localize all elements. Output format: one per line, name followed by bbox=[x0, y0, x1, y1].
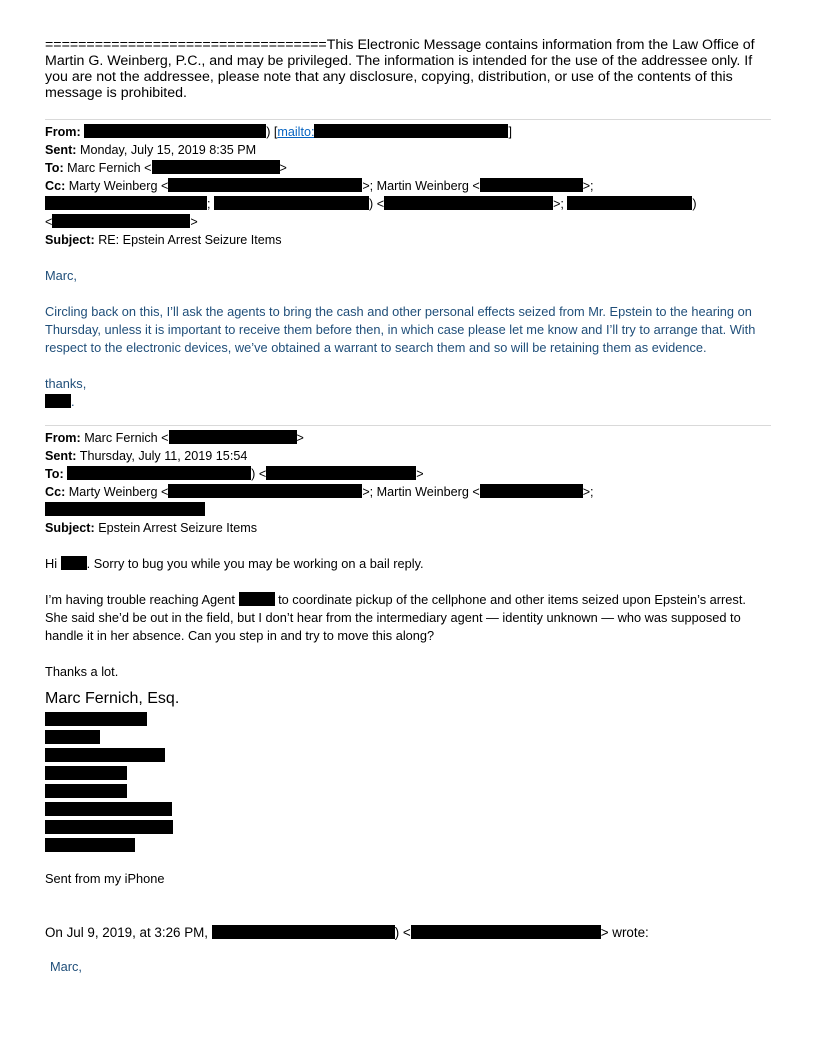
quoted-text: ) < bbox=[394, 925, 411, 940]
paragraph-text: to coordinate pickup of the cellphone and other items seized upon Epstein’s arrest. She said she’d be out in the field, but I don’t hear from the intermediary agent — identity unknown — who was supposed to handle it in her absence. Can you step in and try to move this along? bbox=[45, 592, 746, 643]
sig-period: . bbox=[71, 394, 75, 409]
redaction bbox=[45, 712, 147, 726]
email2-from-line bbox=[45, 429, 771, 447]
email2-subject-line bbox=[45, 519, 771, 537]
redaction bbox=[45, 748, 165, 762]
sent-value: Thursday, July 11, 2019 15:54 bbox=[79, 449, 248, 463]
paragraph-text: I’m having trouble reaching Agent bbox=[45, 592, 235, 607]
subject-label: Subject: bbox=[45, 521, 95, 535]
mailto-link[interactable]: mailto: bbox=[277, 125, 315, 139]
cc-separator: < bbox=[45, 215, 53, 229]
redaction bbox=[239, 592, 275, 606]
to-value: Marc Fernich < bbox=[67, 161, 152, 175]
email1-cc-line bbox=[45, 177, 771, 195]
redaction bbox=[266, 466, 416, 480]
sent-value: Monday, July 15, 2019 8:35 PM bbox=[79, 143, 257, 157]
email2-to-line bbox=[45, 465, 771, 483]
email1-paragraph: Circling back on this, I’ll ask the agents to bring the cash and other personal effects seized from Mr. Epstein to the hearing on Thursday, unless it is important to receive them before then, in which case please let me know and I’ll try to arrange that. With respect to the electronic devices, we’ve obtained a warrant to search them and so will be retaining them as evidence. bbox=[45, 304, 756, 355]
cc-separator: ) < bbox=[369, 197, 385, 211]
redaction bbox=[480, 484, 583, 498]
cc-separator: ) bbox=[692, 197, 697, 211]
email2-sent-line bbox=[45, 447, 771, 465]
cc-label: Cc: bbox=[45, 485, 66, 499]
email2-greeting bbox=[45, 555, 771, 573]
subject-value: RE: Epstein Arrest Seizure Items bbox=[98, 233, 282, 247]
redaction bbox=[45, 820, 173, 834]
redaction bbox=[214, 196, 369, 210]
redaction bbox=[45, 730, 100, 744]
quoted-greeting: Marc, bbox=[50, 959, 82, 974]
redaction bbox=[567, 196, 692, 210]
to-close: > bbox=[279, 161, 287, 175]
sent-from-iphone: Sent from my iPhone bbox=[45, 871, 165, 886]
email1-header bbox=[45, 123, 771, 249]
cc-name: Marty Weinberg < bbox=[68, 485, 169, 499]
cc-separator: >; bbox=[582, 179, 594, 193]
sent-label: Sent: bbox=[45, 143, 77, 157]
from-close: > bbox=[296, 431, 304, 445]
redaction bbox=[84, 124, 266, 138]
to-separator: ) < bbox=[251, 467, 267, 481]
redaction bbox=[411, 925, 601, 939]
subject-value: Epstein Arrest Seizure Items bbox=[98, 521, 258, 535]
redaction bbox=[480, 178, 583, 192]
email1-subject-line bbox=[45, 231, 771, 249]
from-label: From: bbox=[45, 125, 81, 139]
disclaimer-text: ==================================This Electronic Message contains information from the Law Office of Martin G. Weinberg, P.C., and may be privileged. The information is intended for the use of the addressee only. If you are not the addressee, please note that any disclosure, copying, distribution, or use of the contents of this message is prohibited. bbox=[45, 37, 755, 101]
redaction bbox=[45, 784, 127, 798]
email1-closing: thanks, bbox=[45, 376, 87, 391]
redaction bbox=[45, 802, 172, 816]
signature-name: Marc Fernich, Esq. bbox=[45, 690, 180, 707]
to-label: To: bbox=[45, 161, 64, 175]
email2-paragraph bbox=[45, 591, 771, 645]
greeting-text: Hi bbox=[45, 556, 58, 571]
cc-separator: >; Martin Weinberg < bbox=[362, 485, 480, 499]
redaction bbox=[52, 214, 190, 228]
document-page bbox=[45, 37, 771, 976]
quoted-header bbox=[45, 924, 771, 942]
cc-separator: ; bbox=[207, 197, 211, 211]
email2-cc-line bbox=[45, 483, 771, 501]
subject-label: Subject: bbox=[45, 233, 95, 247]
email2-cc-line-2 bbox=[45, 501, 771, 519]
email1-to-line bbox=[45, 159, 771, 177]
redaction bbox=[168, 484, 362, 498]
redaction bbox=[67, 466, 251, 480]
redaction bbox=[384, 196, 553, 210]
redaction bbox=[61, 556, 87, 570]
email1-body bbox=[45, 267, 771, 411]
email2-body bbox=[45, 555, 771, 888]
cc-separator: > bbox=[190, 215, 198, 229]
mailto-prefix: ) [ bbox=[266, 125, 278, 139]
redaction bbox=[169, 430, 297, 444]
email1-greeting: Marc, bbox=[45, 268, 77, 283]
redaction bbox=[45, 502, 205, 516]
quoted-text: On Jul 9, 2019, at 3:26 PM, bbox=[45, 925, 209, 940]
email1-from-line bbox=[45, 123, 771, 141]
redaction bbox=[212, 925, 395, 939]
redaction bbox=[152, 160, 280, 174]
redaction bbox=[45, 766, 127, 780]
signature-block bbox=[45, 712, 771, 852]
from-label: From: bbox=[45, 431, 81, 445]
from-value: Marc Fernich < bbox=[84, 431, 169, 445]
email2-thanks: Thanks a lot. bbox=[45, 664, 119, 679]
email1-cc-line-2 bbox=[45, 195, 771, 213]
email1-sent-line bbox=[45, 141, 771, 159]
redaction bbox=[45, 394, 71, 408]
cc-separator: >; bbox=[582, 485, 594, 499]
email1-cc-line-3 bbox=[45, 213, 771, 231]
redaction bbox=[45, 838, 135, 852]
cc-separator: >; bbox=[553, 197, 564, 211]
to-label: To: bbox=[45, 467, 64, 481]
email1-signature bbox=[45, 393, 771, 411]
cc-name: Marty Weinberg < bbox=[68, 179, 169, 193]
mailto-suffix: ] bbox=[508, 125, 512, 139]
redaction bbox=[168, 178, 362, 192]
cc-separator: >; Martin Weinberg < bbox=[362, 179, 480, 193]
cc-label: Cc: bbox=[45, 179, 66, 193]
redaction bbox=[45, 196, 207, 210]
to-close: > bbox=[416, 467, 424, 481]
redaction bbox=[314, 124, 508, 138]
sent-label: Sent: bbox=[45, 449, 77, 463]
quoted-text: > wrote: bbox=[600, 925, 649, 940]
greeting-text: . Sorry to bug you while you may be working on a bail reply. bbox=[86, 556, 424, 571]
email2-header bbox=[45, 429, 771, 537]
